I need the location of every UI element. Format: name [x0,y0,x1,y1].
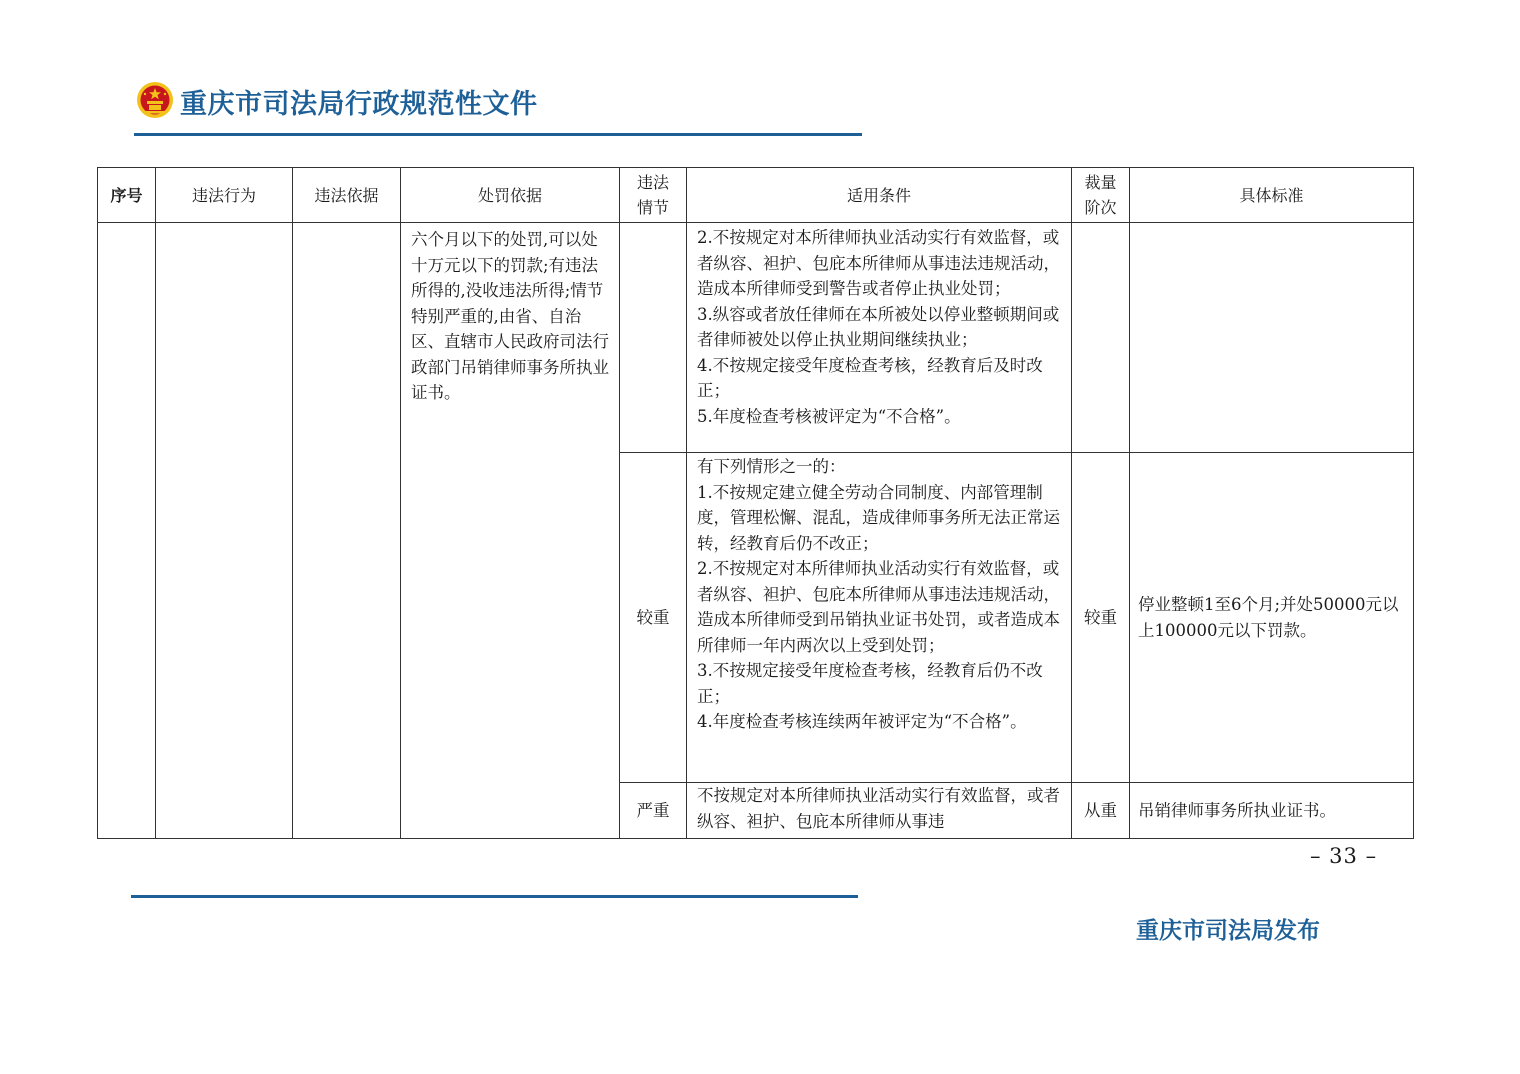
legal-basis-cell [293,223,401,839]
penalty-basis-text: 六个月以下的处罚,可以处十万元以下的罚款;有违法所得的,没收违法所得;情节特别严重的,由省、自治区、直辖市人民政府司法行政部门吊销律师事务所执业证书。 [411,230,609,402]
page-number: – 33 – [1310,844,1378,868]
condition-item: 有下列情形之一的： [697,457,846,476]
header-discretion-level: 裁量 阶次 [1072,168,1130,223]
header-legal-basis: 违法依据 [293,168,401,223]
condition-item: 3.纵容或者放任律师在本所被处以停业整顿期间或者律师被处以停止执业期间继续执业； [697,304,1060,349]
standard-cell: 停业整顿1至6个月;并处50000元以上100000元以下罚款。 [1130,453,1414,783]
discretion-level-cell [1072,223,1130,453]
conditions-cell [687,453,1072,783]
header-circumstance: 违法 情节 [620,168,687,223]
serial-number-cell [98,223,156,839]
condition-item: 4.年度检查考核连续两年被评定为“不合格”。 [697,712,1027,731]
condition-item: 3.不按规定接受年度检查考核，经教育后仍不改正； [697,661,1043,706]
header-violation: 违法行为 [156,168,293,223]
header-standard: 具体标准 [1130,168,1414,223]
circumstance-cell [620,223,687,453]
condition-item: 2.不按规定对本所律师执业活动实行有效监督，或者纵容、袒护、包庇本所律师从事违法违规活动，造成本所律师受到警告或者停止执业处罚； [697,228,1060,298]
header-penalty-basis: 处罚依据 [401,168,620,223]
table-header-row [98,168,1414,223]
standard-cell [1130,223,1414,453]
conditions-cell [687,223,1072,453]
header-rule [134,133,862,136]
condition-item: 1.不按规定建立健全劳动合同制度、内部管理制度，管理松懈、混乱，造成律师事务所无法正常运转，经教育后仍不改正； [697,482,1060,553]
penalty-standards-table [97,167,1413,833]
discretion-level-cell: 较重 [1072,453,1130,783]
header-conditions: 适用条件 [687,168,1072,223]
condition-item: 5.年度检查考核被评定为“不合格”。 [697,406,961,426]
conditions-cell [687,783,1072,839]
footer-rule [131,895,858,898]
condition-item: 2.不按规定对本所律师执业活动实行有效监督，或者纵容、袒护、包庇本所律师从事违法违规活动，造成本所律师受到吊销执业证书处罚，或者造成本所律师一年内两次以上受到处罚； [697,559,1060,655]
circumstance-cell: 严重 [620,783,687,839]
publisher-name: 重庆市司法局发布 [1136,918,1320,944]
standard-cell: 吊销律师事务所执业证书。 [1130,783,1414,839]
document-series-title: 重庆市司法局行政规范性文件 [180,89,538,120]
document-header [134,78,862,138]
discretion-level-cell: 从重 [1072,783,1130,839]
table-row [98,223,1414,453]
condition-item: 不按规定对本所律师执业活动实行有效监督，或者纵容、袒护、包庇本所律师从事违 [697,786,1060,831]
penalty-basis-cell [401,223,620,839]
violation-cell [156,223,293,839]
national-emblem-icon [136,80,174,120]
circumstance-cell: 较重 [620,453,687,783]
header-serial-number: 序号 [98,168,156,223]
condition-item: 4.不按规定接受年度检查考核，经教育后及时改正； [697,355,1043,400]
